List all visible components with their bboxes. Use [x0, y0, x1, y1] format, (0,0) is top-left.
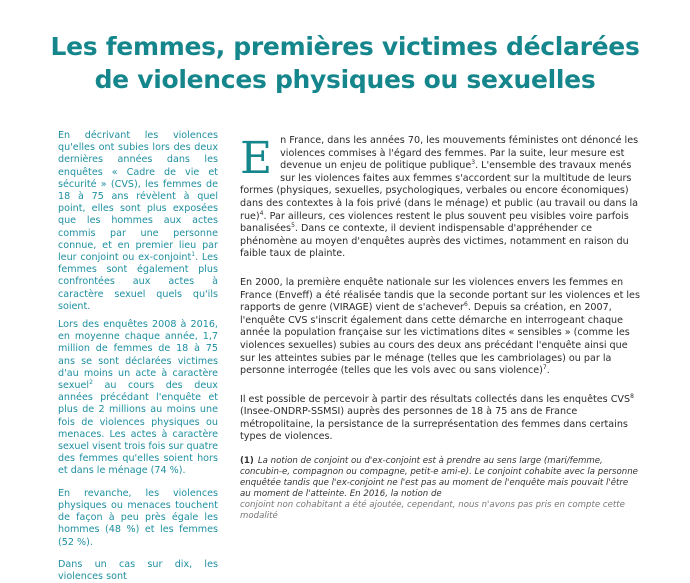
page-title [30, 30, 660, 96]
footnote-ref-2[interactable]: 2 [89, 378, 93, 386]
footnote-ref-6[interactable]: 6 [464, 300, 468, 308]
footnote-text: (1) La notion de conjoint ou d'ex-conjoint est à prendre au sens large (mari/femme, concubin-e, compagnon ou compagne, petit-e ami-e). Le conjoint cohabite avec la personne enquêtée tandis que l'ex-conjoint ne l'est pas au moment de l'enquête mais pouvait l'être au moment de l'atteinte. En 2016, la notion de [240, 456, 638, 499]
drop-cap: E [240, 133, 273, 184]
main-article [240, 135, 640, 460]
summary-paragraph-1: En décrivant les violences qu'elles ont subies lors des deux dernières années dans les enquêtes « Cadre de vie et sécurité » (CVS), les femmes de 18 à 75 ans révèlent à quel point, elles sont plus exposées que les hommes aux actes commis par une personne connue, et en premier lieu par leur conjoint ou ex-conjoint$^1$. Les femmes sont également plus confrontées aux actes à caractère sexuel quels qu'ils soient. [58, 130, 218, 312]
summary-paragraph-4: Dans un cas sur dix, les violences sont [58, 558, 218, 582]
footnote-ref-8[interactable]: 8 [630, 392, 634, 400]
title-line-1: Les femmes, premières victimes déclarées [50, 32, 640, 61]
summary-paragraph-3: En revanche, les violences physiques ou menaces touchent de façon à peu près égale les hommes (48 %) et les femmes (52 %). [58, 487, 218, 548]
article-paragraph-2: En 2000, la première enquête nationale sur les violences envers les femmes en France (Enveff) a été réalisée tandis que la seconde portant sur les violences et les rapports de genre (VIRAGE) vient de s'achever$^6$. Depuis sa création, en 2007, l'enquête CVS s'inscrit également dans cette démarche en interrogeant chaque année la population française sur les victimations dites « sensibles » (comme les violences sexuelles) subies au cours des deux ans précédant l'enquête ainsi que sur les atteintes subies par le ménage (telles que les cambriolages) ou par la personne interrogée (telles que les vols avec ou sans violence)$^7$. [240, 276, 640, 377]
footnote-ref-5[interactable]: 5 [291, 221, 295, 229]
summary-paragraph-2: Lors des enquêtes 2008 à 2016, en moyenne chaque année, 1,7 million de femmes de 18 à 75 ans se sont déclarées victimes d'au moins un acte à caractère sexuel$^2$ au cours des deux années précédant l'enquête et plus de 2 millions au moins une fois de violences physiques ou menaces. Les actes à caractère sexuel visent trois fois sur quatre des femmes qu'elles soient hors et dans le ménage (74 %). [58, 319, 218, 477]
footnote-ref-4[interactable]: 4 [259, 209, 264, 217]
footnote-text-cut: conjoint non cohabitant a été ajoutée, cependant, nous n'avons pas pris en compte cette modalité [240, 500, 625, 521]
article-paragraph-1: En France, dans les années 70, les mouvements féministes ont dénoncé les violences commises à l'égard des femmes. Par la suite, leur mesure est devenue un enjeu de politique publique$^3$. L'ensemble des travaux menés sur les violences faites aux femmes s'accordent sur la multitude de leurs formes (physiques, sexuelles, psychologiques, verbales ou encore économiques) dans des contextes à la fois privé (dans le ménage) et public (au travail ou dans la rue)$^4$. Par ailleurs, ces violences restent le plus souvent peu visibles voire parfois banalisées$^5$. Dans ce contexte, il devient indispensable d'appréhender ce phénomène au moyen d'enquêtes auprès des victimes, notamment en raison du faible taux de plainte. [240, 133, 639, 260]
article-paragraph-3: Il est possible de percevoir à partir des résultats collectés dans les enquêtes CVS$^8$ (Insee-ONDRP-SSMSI) auprès des personnes de 18 à 75 ans de France métropolitaine, la persistance de la surreprésentation des femmes dans certains types de violences. [240, 392, 634, 443]
footnote [240, 456, 640, 521]
footnote-ref-1[interactable]: 1 [191, 250, 196, 258]
footnote-number: (1) [240, 456, 254, 466]
footnote-ref-3[interactable]: 3 [471, 159, 476, 166]
footnote-ref-7[interactable]: 7 [542, 363, 547, 371]
sidebar-summary [58, 130, 218, 582]
title-line-2: de violences physiques ou sexuelles [94, 65, 596, 94]
